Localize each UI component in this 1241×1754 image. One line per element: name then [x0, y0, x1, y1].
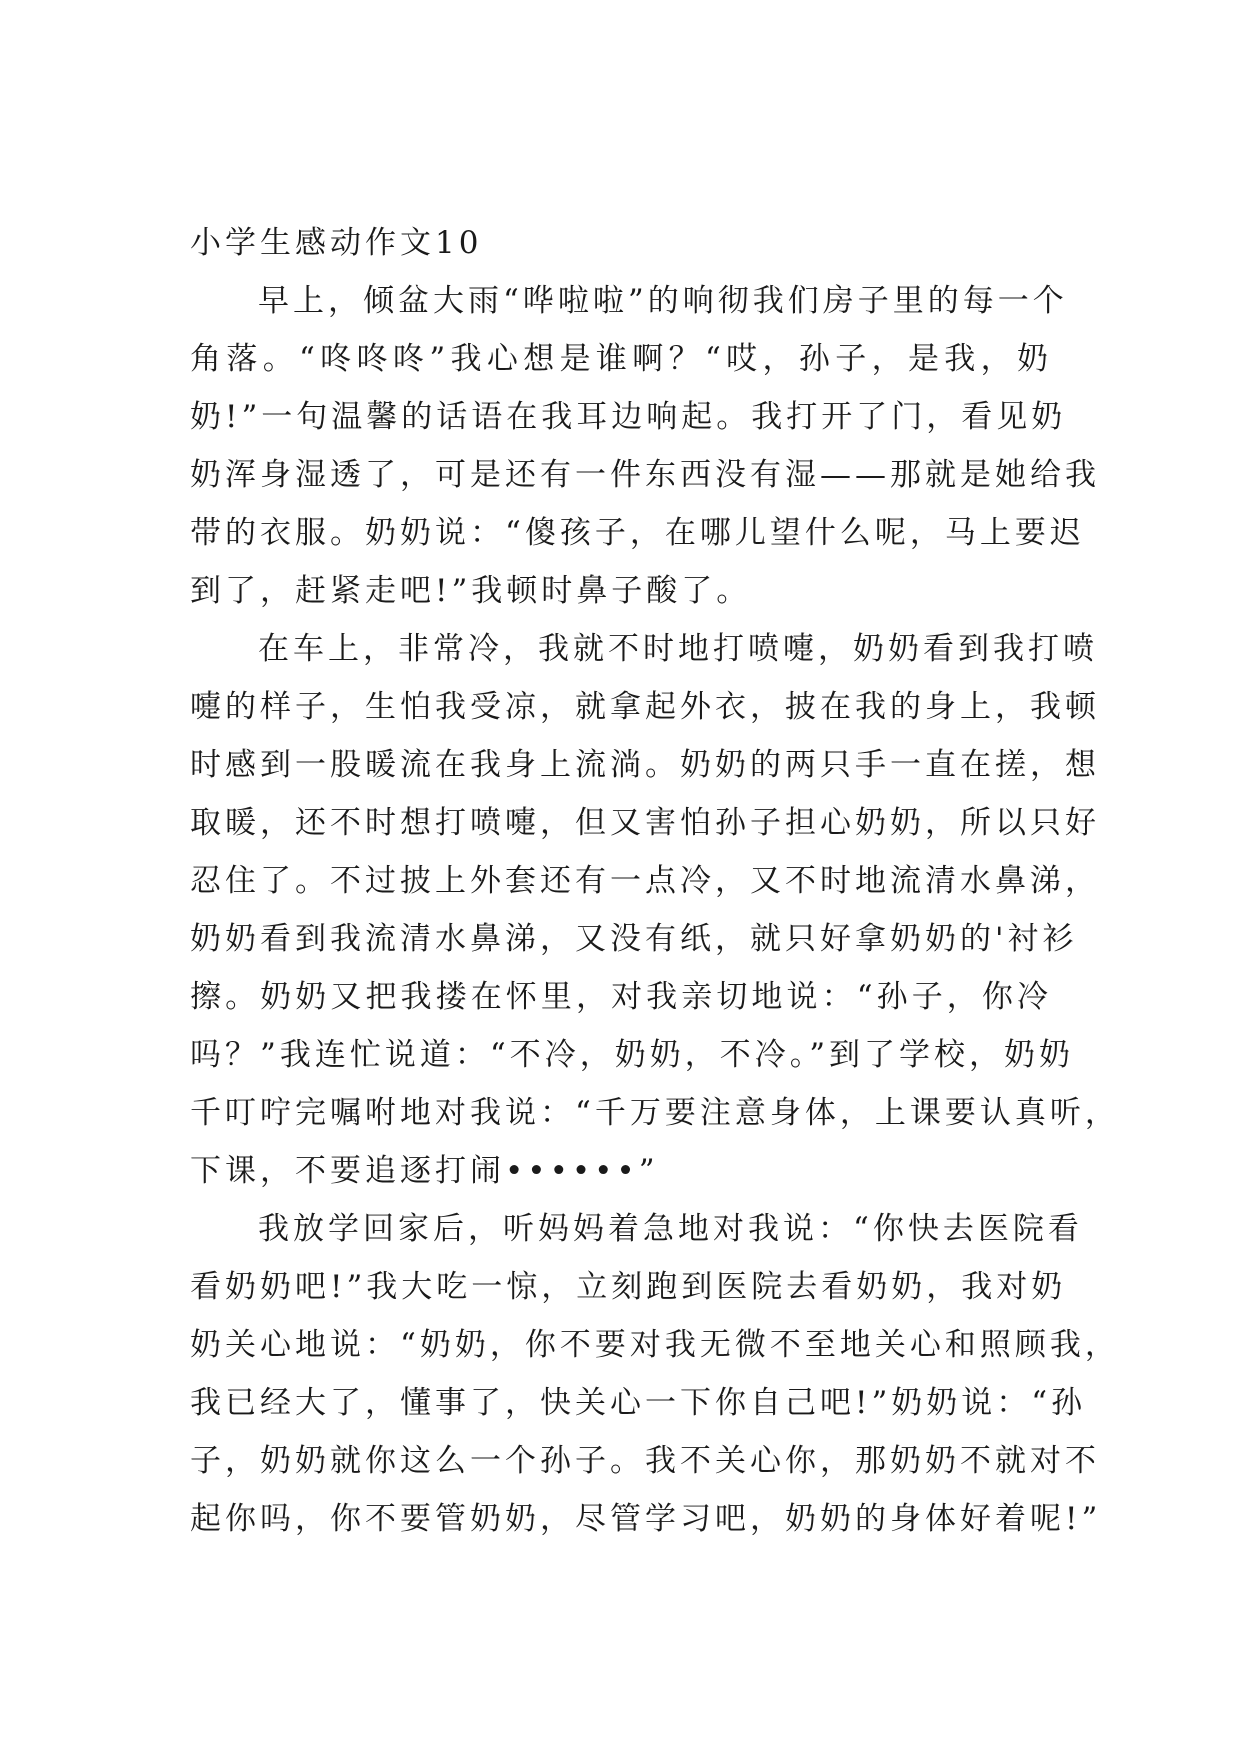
paragraph-line: 到了，赶紧走吧!”我顿时鼻子酸了。	[190, 573, 752, 609]
document-body	[190, 214, 1120, 1548]
paragraph-line: 看奶奶吧!”我大吃一惊，立刻跑到医院去看奶奶，我对奶	[190, 1269, 1067, 1305]
paragraph-line: 子，奶奶就你这么一个孙子。我不关心你，那奶奶不就对不	[190, 1443, 1100, 1479]
paragraph-3	[190, 1200, 1120, 1548]
paragraph-1	[190, 272, 1100, 620]
paragraph-line: 奶关心地说：“奶奶，你不要对我无微不至地关心和照顾我，	[190, 1327, 1120, 1363]
paragraph-line: 我已经大了，懂事了，快关心一下你自己吧!”奶奶说：“孙	[190, 1385, 1087, 1421]
paragraph-line: 早上，倾盆大雨“哗啦啦”的响彻我们房子里的每一个	[258, 283, 1068, 319]
paragraph-line: 取暖，还不时想打喷嚏，但又害怕孙子担心奶奶，所以只好	[190, 805, 1100, 841]
paragraph-line: 奶浑身湿透了，可是还有一件东西没有湿——那就是她给我	[190, 457, 1100, 493]
paragraph-line: 下课，不要追逐打闹••••••”	[190, 1153, 659, 1189]
paragraph-line: 我放学回家后，听妈妈着急地对我说：“你快去医院看	[258, 1211, 1083, 1247]
paragraph-line: 起你吗，你不要管奶奶，尽管学习吧，奶奶的身体好着呢!”	[190, 1501, 1102, 1537]
paragraph-line: 奶奶看到我流清水鼻涕，又没有纸，就只好拿奶奶的'衬衫	[190, 921, 1078, 957]
paragraph-line: 忍住了。不过披上外套还有一点冷，又不时地流清水鼻涕，	[190, 863, 1100, 899]
paragraph-line: 嚏的样子，生怕我受凉，就拿起外衣，披在我的身上，我顿	[190, 689, 1100, 725]
paragraph-line: 奶!”一句温馨的话语在我耳边响起。我打开了门，看见奶	[190, 399, 1067, 435]
paragraph-line: 在车上，非常冷，我就不时地打喷嚏，奶奶看到我打喷	[258, 631, 1098, 667]
document-title: 小学生感动作文10	[190, 225, 483, 261]
paragraph-line: 时感到一股暖流在我身上流淌。奶奶的两只手一直在搓，想	[190, 747, 1100, 783]
paragraph-line: 千叮咛完嘱咐地对我说：“千万要注意身体，上课要认真听，	[190, 1095, 1120, 1131]
paragraph-2	[190, 620, 1120, 1200]
paragraph-line: 带的衣服。奶奶说：“傻孩子，在哪儿望什么呢，马上要迟	[190, 515, 1085, 551]
paragraph-line: 擦。奶奶又把我搂在怀里，对我亲切地说：“孙子，你冷	[190, 979, 1052, 1015]
paragraph-line: 角落。“咚咚咚”我心想是谁啊？“哎，孙子，是我，奶	[190, 341, 1052, 377]
paragraph-line: 吗？”我连忙说道：“不冷，奶奶，不冷。”到了学校，奶奶	[190, 1037, 1075, 1073]
